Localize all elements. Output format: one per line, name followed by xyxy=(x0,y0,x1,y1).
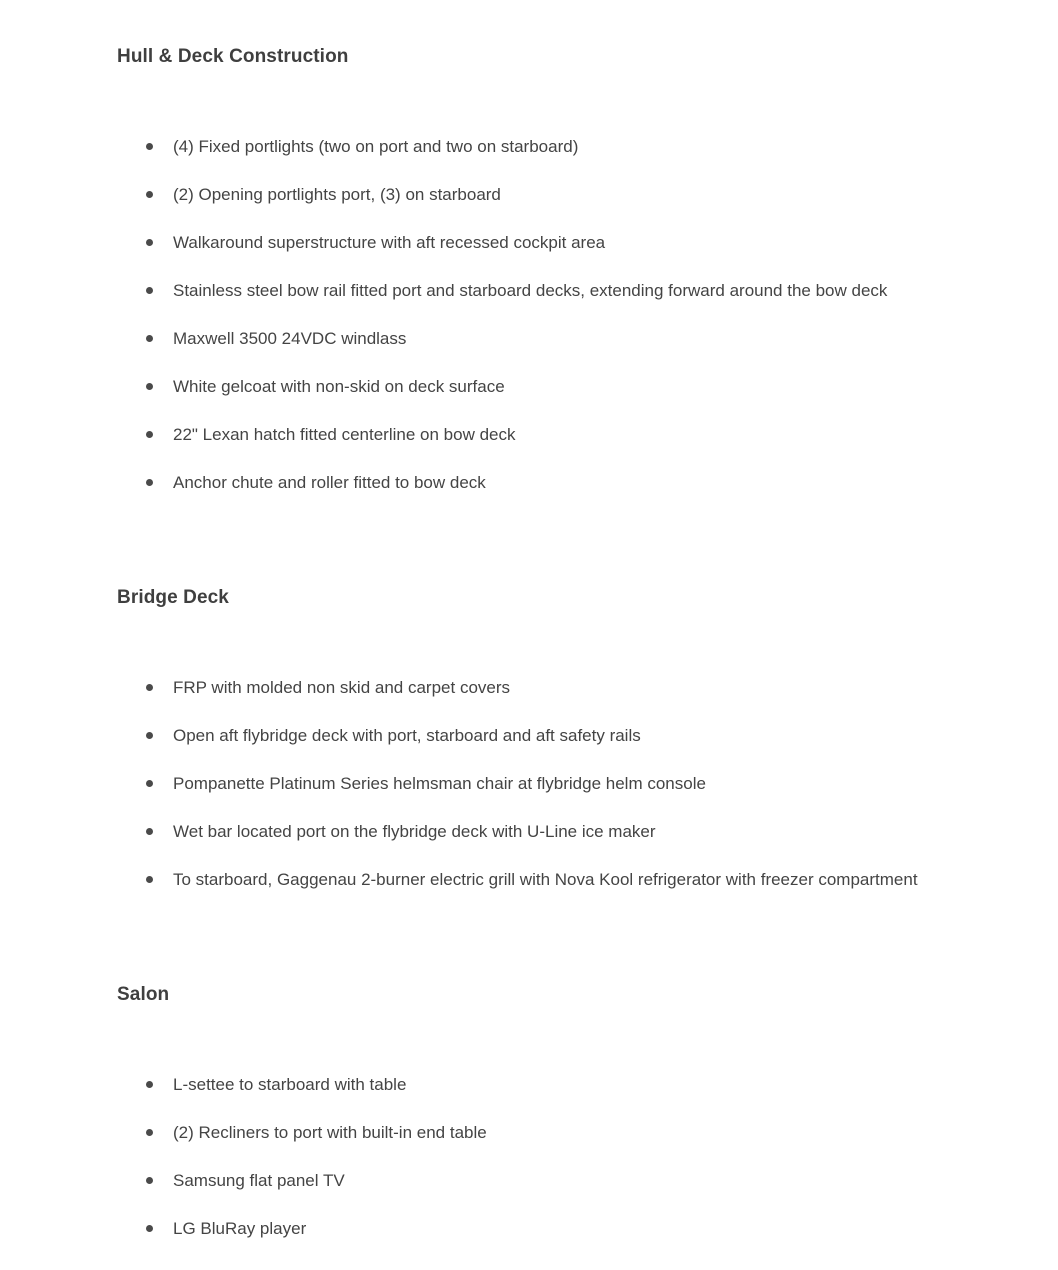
list-item xyxy=(146,183,998,207)
list-item-text: (2) Recliners to port with built-in end table xyxy=(173,1123,487,1142)
section-heading: Bridge Deck xyxy=(117,587,229,608)
spec-list xyxy=(117,135,998,495)
list-item-text: (4) Fixed portlights (two on port and two on starboard) xyxy=(173,137,579,156)
list-item-text: L-settee to starboard with table xyxy=(173,1075,407,1094)
list-item-text: Wet bar located port on the flybridge deck with U-Line ice maker xyxy=(173,822,656,841)
section-salon xyxy=(117,985,998,1241)
list-item xyxy=(146,1121,998,1145)
list-item xyxy=(146,868,998,892)
section-hull-deck-construction xyxy=(117,47,998,495)
section-heading: Hull & Deck Construction xyxy=(117,46,349,67)
bullet-icon xyxy=(146,732,153,739)
list-item xyxy=(146,471,998,495)
list-item-text: Open aft flybridge deck with port, starboard and aft safety rails xyxy=(173,726,641,745)
spec-list xyxy=(117,676,998,892)
bullet-icon xyxy=(146,383,153,390)
bullet-icon xyxy=(146,684,153,691)
list-item xyxy=(146,279,998,303)
list-item-text: 22" Lexan hatch fitted centerline on bow deck xyxy=(173,425,516,444)
list-item xyxy=(146,375,998,399)
bullet-icon xyxy=(146,1225,153,1232)
bullet-icon xyxy=(146,143,153,150)
list-item-text: Pompanette Platinum Series helmsman chair at flybridge helm console xyxy=(173,774,706,793)
list-item xyxy=(146,423,998,447)
list-item xyxy=(146,231,998,255)
spec-list xyxy=(117,1073,998,1241)
bullet-icon xyxy=(146,1081,153,1088)
list-item-text: White gelcoat with non-skid on deck surface xyxy=(173,377,505,396)
bullet-icon xyxy=(146,431,153,438)
bullet-icon xyxy=(146,1129,153,1136)
list-item xyxy=(146,1169,998,1193)
list-item-text: (2) Opening portlights port, (3) on starboard xyxy=(173,185,501,204)
list-item-text: Stainless steel bow rail fitted port and starboard decks, extending forward around the bow deck xyxy=(173,281,888,300)
list-item xyxy=(146,724,998,748)
list-item-text: Anchor chute and roller fitted to bow deck xyxy=(173,473,486,492)
list-item-text: To starboard, Gaggenau 2-burner electric grill with Nova Kool refrigerator with freezer compartment xyxy=(173,870,918,889)
bullet-icon xyxy=(146,335,153,342)
bullet-icon xyxy=(146,191,153,198)
list-item-text: Maxwell 3500 24VDC windlass xyxy=(173,329,407,348)
list-item-text: LG BluRay player xyxy=(173,1219,307,1238)
list-item xyxy=(146,135,998,159)
bullet-icon xyxy=(146,479,153,486)
bullet-icon xyxy=(146,828,153,835)
section-heading: Salon xyxy=(117,984,170,1005)
list-item xyxy=(146,327,998,351)
list-item xyxy=(146,1217,998,1241)
bullet-icon xyxy=(146,239,153,246)
bullet-icon xyxy=(146,876,153,883)
bullet-icon xyxy=(146,780,153,787)
list-item xyxy=(146,772,998,796)
list-item-text: Walkaround superstructure with aft recessed cockpit area xyxy=(173,233,606,252)
list-item-text: FRP with molded non skid and carpet covers xyxy=(173,678,511,697)
list-item-text: Samsung flat panel TV xyxy=(173,1171,345,1190)
bullet-icon xyxy=(146,287,153,294)
list-item xyxy=(146,676,998,700)
list-item xyxy=(146,1073,998,1097)
section-bridge-deck xyxy=(117,588,998,892)
bullet-icon xyxy=(146,1177,153,1184)
list-item xyxy=(146,820,998,844)
